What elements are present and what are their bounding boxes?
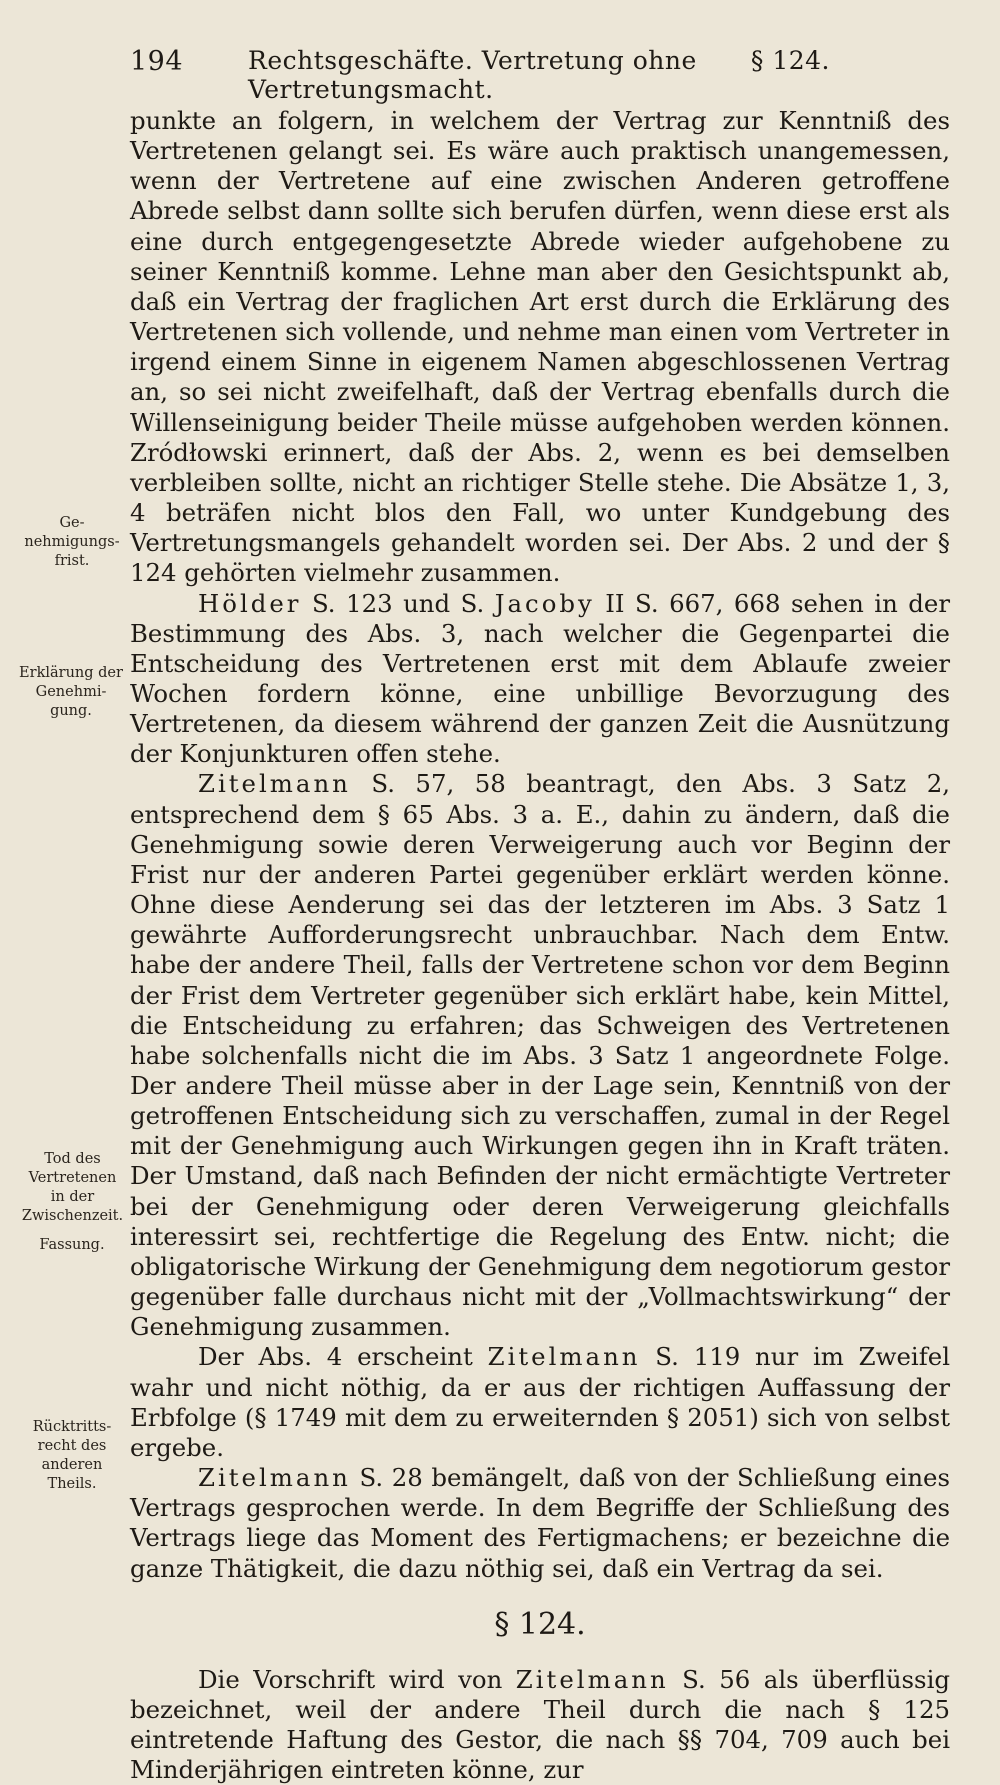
main-text: [130, 106, 950, 1785]
margin-note-fassung: Fassung.: [39, 1237, 105, 1253]
author-name: Jacoby: [494, 588, 595, 618]
header-section-number: § 124.: [750, 46, 830, 75]
section-heading: § 124.: [494, 1606, 586, 1642]
paragraph-fassung: Zitelmann S. 28 bemängelt, daß von der Schließung eines Vertrags gesprochen werde. In dem Begriffe der Schließung des Vertrags liege das Moment des Fertigmachens; er bezeichne die ganze Thätigkeit, die dazu nöthig sei, daß ein Vertrag da sei.: [130, 1463, 950, 1583]
margin-note-tod-des-vertretenen: Tod des Vertretenen in der Zwischenzeit.: [21, 1151, 124, 1224]
author-name: Hölder: [198, 588, 302, 618]
author-name: Zitelmann: [198, 769, 351, 799]
paragraph-zitelmann-genehmigung: Zitelmann S. 57, 58 beantragt, den Abs. 3 Satz 2, entsprechend dem § 65 Abs. 3 a. E., dahin zu ändern, daß die Genehmigung sowie deren Verweigerung auch vor Beginn der Frist nur der anderen Partei gegenüber erklärt werden könne. Ohne diese Aenderung sei das der letzteren im Abs. 3 Satz 1 gewährte Aufforderungsrecht unbrauchbar. Nach dem Entw. habe der andere Theil, falls der Vertretene schon vor dem Beginn der Frist dem Vertreter gegenüber sich erklärt habe, kein Mittel, die Entscheidung zu erfahren; das Schweigen des Vertretenen habe solchenfalls nicht die im Abs. 3 Satz 1 angeordnete Folge. Der andere Theil müsse aber in der Lage sein, Kenntniß von der getroffenen Entscheidung sich zu verschaffen, zumal in der Regel mit der Genehmigung auch Wirkungen gegen ihn in Kraft träten. Der Umstand, daß nach Befinden der nicht ermächtigte Vertreter bei der Genehmigung oder deren Verweigerung gleichfalls interessirt sei, rechtfertige die Regelung des Entw. nicht; die obligatorische Wirkung der Genehmigung dem negotiorum gestor gegenüber falle durchaus nicht mit der „Vollmachtswirkung“ der Genehmigung zusammen.: [130, 769, 950, 1342]
author-name: Zitelmann: [487, 1342, 641, 1372]
margin-note-erklaerung-der-genehmigung: Erklärung der Genehmi- gung.: [19, 665, 123, 719]
margin-note-ruecktrittsrecht: Rücktritts- recht des anderen Theils.: [32, 1419, 112, 1492]
paragraph-continued: punkte an folgern, in welchem der Vertrag zur Kenntniß des Vertretenen gelangt sei. Es wäre auch praktisch unangemessen, wenn der Vertretene auf eine zwischen Anderen getroffene Abrede selbst dann sollte sich berufen dürfen, wenn diese erst als eine durch entgegengesetzte Abrede wieder aufgehobene zu seiner Kenntniß komme. Lehne man aber den Gesichtspunkt ab, daß ein Vertrag der fraglichen Art erst durch die Erklärung des Vertretenen sich vollende, und nehme man einen vom Vertreter in irgend einem Sinne in eigenem Namen abgeschlossenen Vertrag an, so sei nicht zweifelhaft, daß der Vertrag ebenfalls durch die Willenseinigung beider Theile müsse aufgehoben werden können. Zródłowski erinnert, daß der Abs. 2, wenn es bei demselben verbleiben sollte, nicht an richtiger Stelle stehe. Die Absätze 1, 3, 4 beträfen nicht blos den Fall, wo unter Kundgebung des Vertretungsmangels gehandelt worden sei. Der Abs. 2 und der § 124 gehörten vielmehr zusammen.: [130, 106, 950, 588]
paragraph-ruecktrittsrecht: Die Vorschrift wird von Zitelmann S. 56 als überflüssig bezeichnet, weil der andere Theil durch die nach § 125 eintretende Haftung des Gestor, die nach §§ 704, 709 auch bei Minderjährigen eintreten könne, zur: [130, 1664, 950, 1785]
page-number: 194: [130, 46, 184, 77]
running-title: Rechtsgeschäfte. Vertretung ohne Vertretungsmacht.: [248, 46, 697, 104]
paragraph-hoelder-jacoby: Hölder S. 123 und S. Jacoby II S. 667, 668 sehen in der Bestimmung des Abs. 3, nach welcher die Gegenpartei die Entscheidung des Vertretenen erst mit dem Ablaufe zweier Wochen fordern könne, eine unbillige Bevorzugung des Vertretenen, da diesem während der ganzen Zeit die Ausnützung der Konjunkturen offen stehe.: [130, 588, 950, 769]
paragraph-tod-des-vertretenen: Der Abs. 4 erscheint Zitelmann S. 119 nur im Zweifel wahr und nicht nöthig, da er aus der richtigen Auffassung der Erbfolge (§ 1749 mit dem zu erweiternden § 2051) sich von selbst ergebe.: [130, 1342, 950, 1462]
author-name: Zitelmann: [198, 1463, 351, 1493]
running-header: [130, 46, 830, 104]
author-name: Zitelmann: [515, 1664, 669, 1694]
margin-note-genehmigungsfrist: Ge- nehmigungs- frist.: [24, 515, 120, 569]
